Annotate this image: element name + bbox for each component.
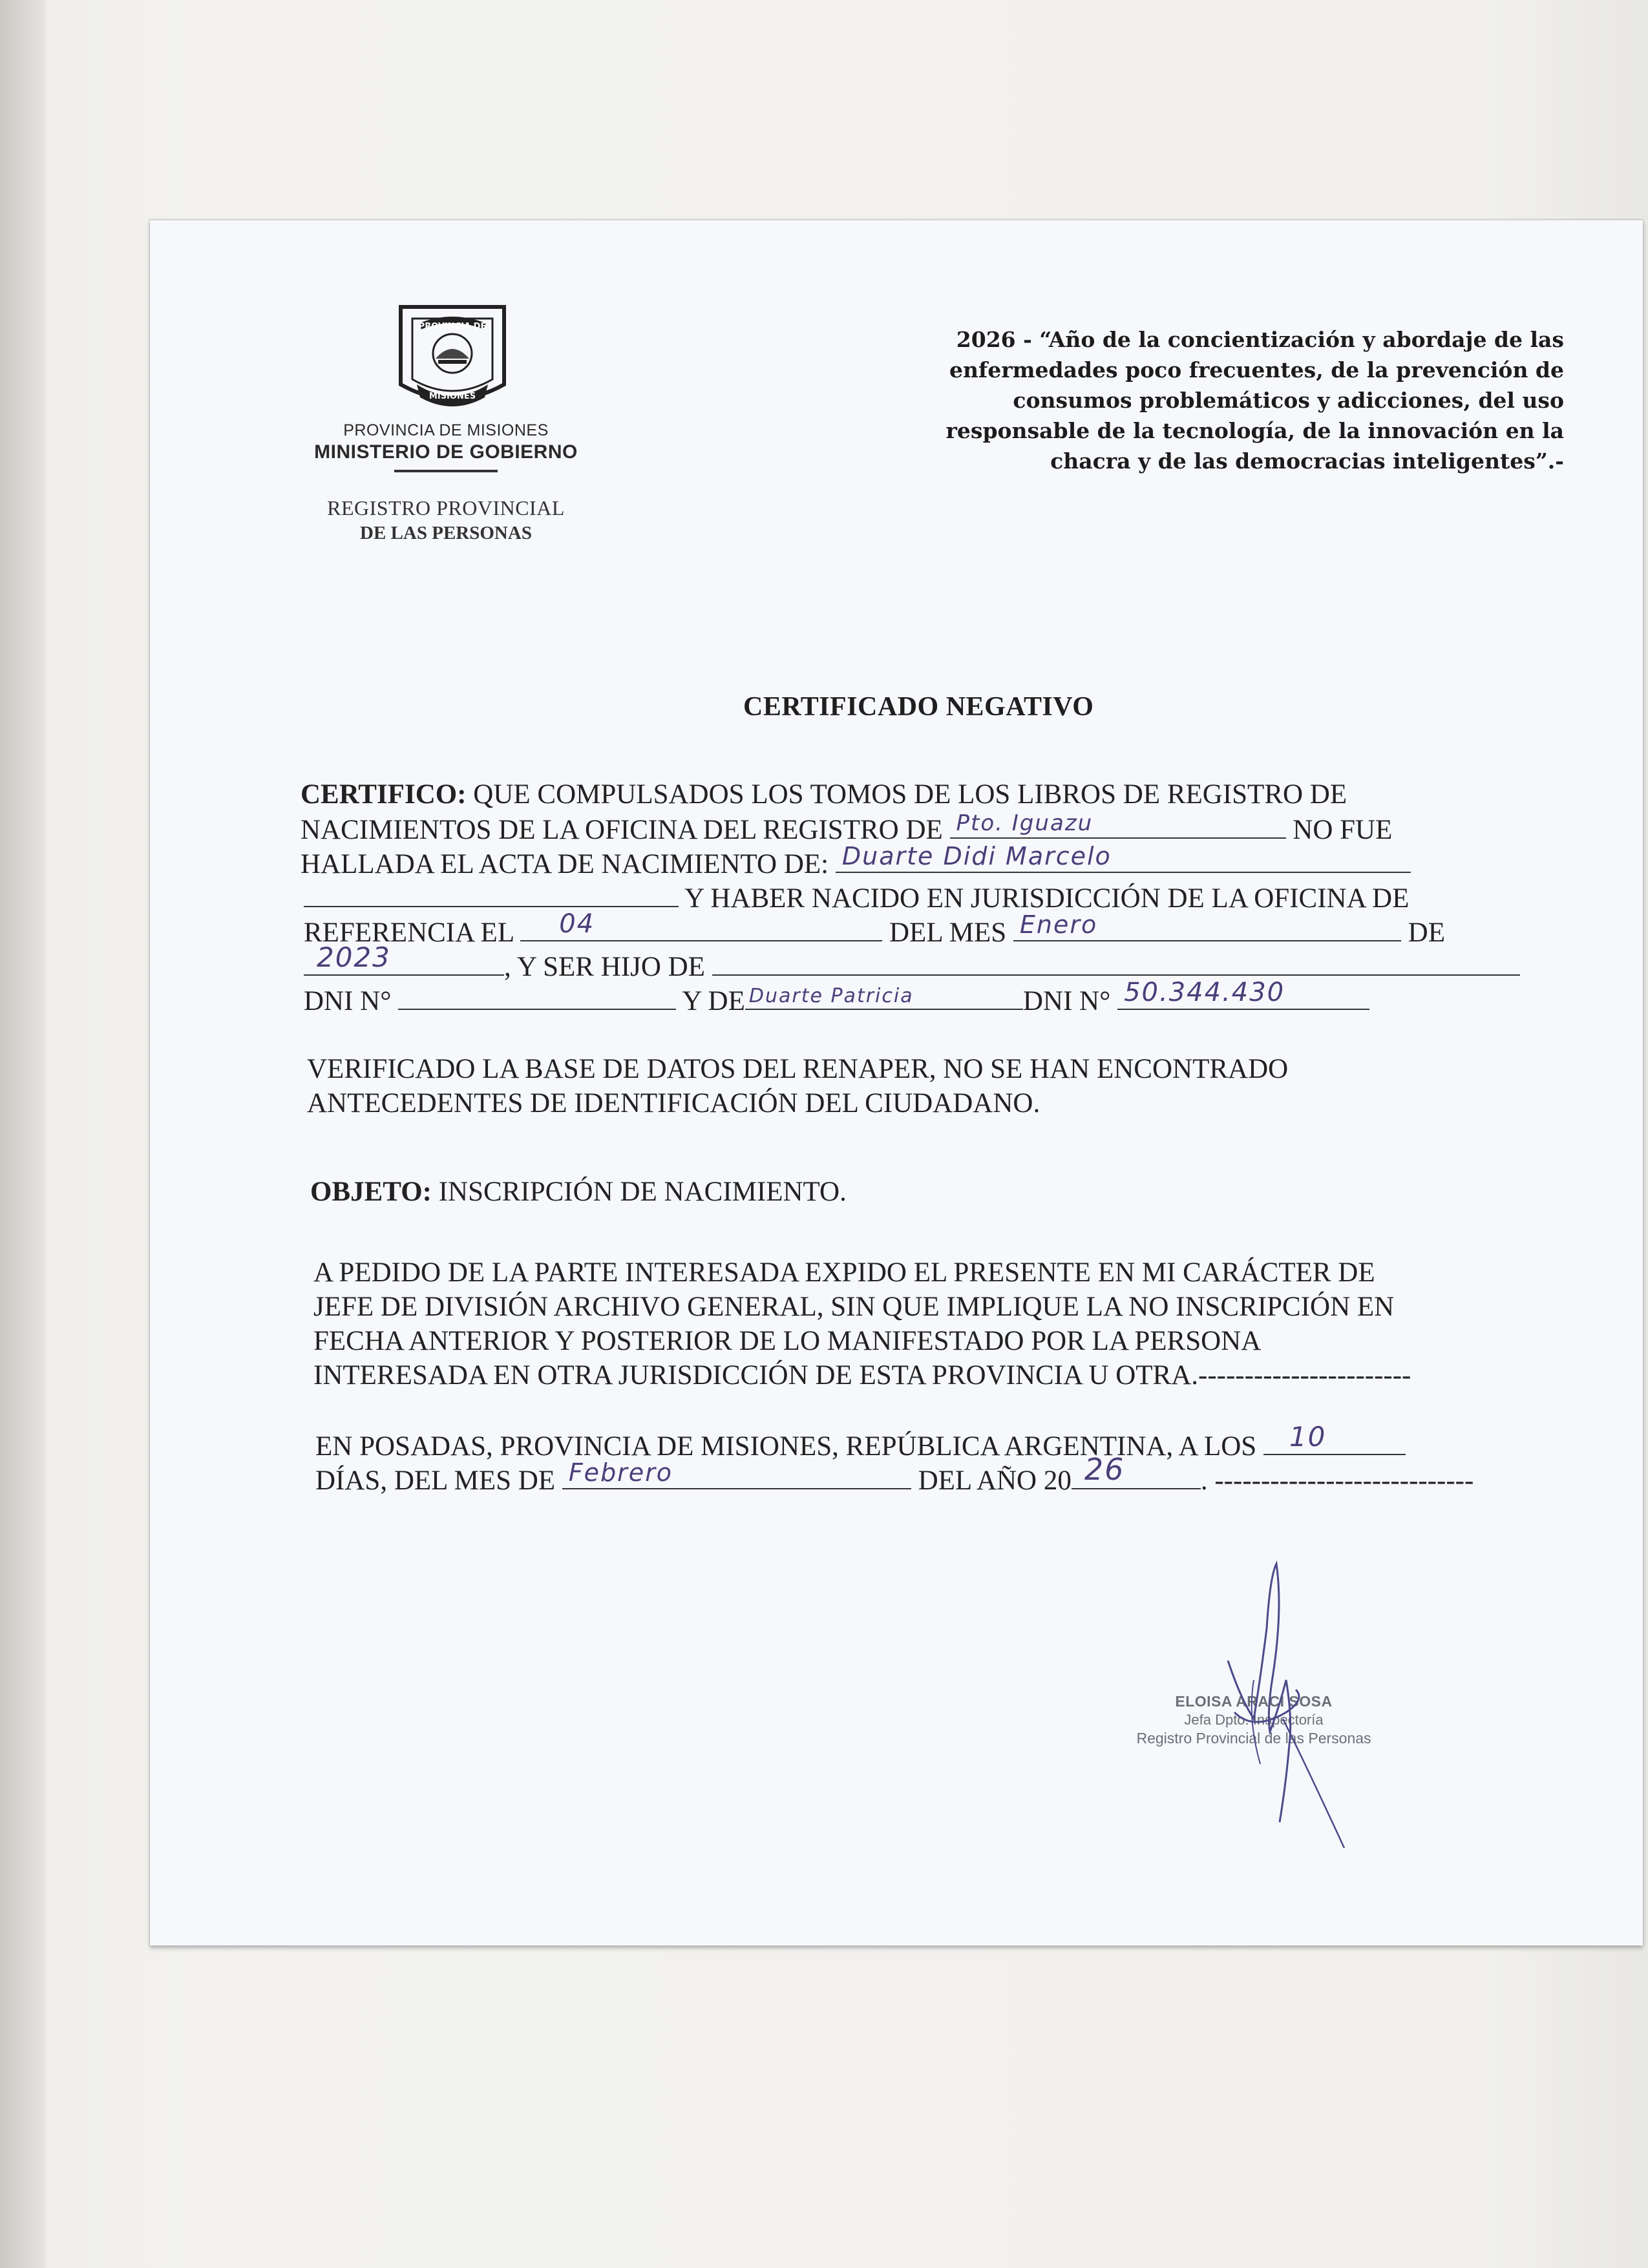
- father-field: [712, 950, 1520, 976]
- header-divider: [394, 470, 498, 472]
- pedido-line2: JEFE DE DIVISIÓN ARCHIVO GENERAL, SIN QUE IMPLIQUE LA NO INSCRIPCIÓN EN: [313, 1292, 1395, 1322]
- mother-field: [745, 984, 1023, 1010]
- pedido-line4: INTERESADA EN OTRA JURISDICCIÓN DE ESTA PROVINCIA U OTRA.-----------------------: [313, 1360, 1411, 1391]
- text-span: EN POSADAS, PROVINCIA DE MISIONES, REPÚBLICA ARGENTINA, A LOS: [315, 1431, 1257, 1462]
- objeto-text: INSCRIPCIÓN DE NACIMIENTO.: [438, 1177, 847, 1207]
- handwritten-day: 04: [559, 909, 595, 939]
- handwritten-issue-month: Febrero: [568, 1458, 673, 1487]
- motto-line: chacra y de las democracias inteligentes”.-: [1050, 448, 1564, 474]
- issue-month-field: [562, 1458, 911, 1489]
- handwritten-issue-year: 26: [1084, 1452, 1125, 1487]
- verificado-line2: ANTECEDENTES DE IDENTIFICACIÓN DEL CIUDADANO.: [307, 1088, 1041, 1118]
- posadas-line1: [315, 1421, 1406, 1462]
- svg-text:PROVINCIA DE: PROVINCIA DE: [418, 322, 487, 331]
- text-span: DNI N°: [1022, 986, 1111, 1016]
- registry-line2: DE LAS PERSONAS: [360, 523, 532, 543]
- text-span: , Y SER HIJO DE: [504, 952, 705, 982]
- pedido-line3: FECHA ANTERIOR Y POSTERIOR DE LO MANIFESTADO POR LA PERSONA: [313, 1326, 1262, 1356]
- pedido-line1: A PEDIDO DE LA PARTE INTERESADA EXPIDO EL PRESENTE EN MI CARÁCTER DE: [313, 1257, 1375, 1288]
- objeto-line: [310, 1176, 847, 1208]
- svg-text:MISIONES: MISIONES: [428, 392, 476, 401]
- handwritten-name: Duarte Didi Marcelo: [841, 842, 1112, 870]
- motto-line: responsable de la tecnología, de la innovación en la: [945, 418, 1564, 443]
- text-span: DEL AÑO 20: [918, 1465, 1072, 1496]
- motto-line: consumos problemáticos y adicciones, del uso: [1013, 388, 1564, 413]
- text-span: HALLADA EL ACTA DE NACIMIENTO DE:: [301, 849, 829, 879]
- issue-day-field: [1263, 1421, 1406, 1455]
- certifico-line6: [304, 941, 1520, 983]
- text-span: REFERENCIA EL: [304, 918, 514, 948]
- province-seal-logo: [388, 300, 517, 417]
- stamp-role: Jefa Dpto. Inspectoría: [1184, 1712, 1324, 1728]
- mother-dni-field: [1117, 978, 1369, 1010]
- father-dni-field: [398, 984, 676, 1010]
- certifico-label: CERTIFICO:: [301, 779, 467, 810]
- blank-field: [304, 881, 679, 907]
- year-field: [304, 941, 504, 976]
- text-span: NACIMIENTOS DE LA OFICINA DEL REGISTRO DE: [301, 815, 943, 845]
- registry-line1: REGISTRO PROVINCIAL: [327, 496, 565, 520]
- text-span: . ----------------------------: [1200, 1465, 1474, 1496]
- certifico-line2: [301, 810, 1393, 846]
- handwritten-year: 2023: [317, 941, 391, 973]
- motto-line: enfermedades poco frecuentes, de la prevención de: [949, 357, 1564, 383]
- certifico-line4: [304, 881, 1409, 914]
- office-field: [950, 810, 1286, 839]
- month-field: [1013, 910, 1401, 941]
- certifico-line1: [301, 779, 1347, 810]
- objeto-label: OBJETO:: [310, 1177, 432, 1207]
- certifico-line3: [301, 842, 1411, 880]
- motto-line: 2026 - “Año de la concientización y abordaje de las: [956, 327, 1564, 352]
- ministry-name: MINISTERIO DE GOBIERNO: [314, 441, 578, 463]
- stamp-name: ELOISA ARACI SOSA: [1175, 1693, 1333, 1710]
- text-span: DNI N°: [304, 986, 392, 1016]
- verificado-line1: VERIFICADO LA BASE DE DATOS DEL RENAPER, NO SE HAN ENCONTRADO: [307, 1054, 1289, 1084]
- posadas-line2: [315, 1452, 1474, 1496]
- text-span: NO FUE: [1293, 815, 1393, 845]
- name-field: [836, 842, 1411, 873]
- ministry-header: [259, 421, 633, 472]
- certifico-line5: [304, 909, 1445, 949]
- text-span: DÍAS, DEL MES DE: [315, 1465, 556, 1496]
- certifico-text: QUE COMPULSADOS LOS TOMOS DE LOS LIBROS DE REGISTRO DE: [473, 779, 1347, 810]
- certifico-line7: [304, 978, 1369, 1017]
- handwritten-issue-day: 10: [1289, 1421, 1327, 1453]
- text-span: DEL MES: [889, 918, 1007, 948]
- text-span: Y HABER NACIDO EN JURISDICCIÓN DE LA OFICINA DE: [684, 883, 1410, 914]
- day-field: [520, 909, 882, 941]
- scan-edge: [0, 0, 45, 2268]
- year-motto: [814, 324, 1564, 476]
- text-span: DE: [1408, 918, 1445, 948]
- handwritten-month: Enero: [1019, 910, 1098, 939]
- handwritten-office: Pto. Iguazu: [956, 810, 1093, 836]
- handwritten-mother: Duarte Patricia: [748, 985, 914, 1007]
- document-title: CERTIFICADO NEGATIVO: [743, 692, 1094, 722]
- text-span: Y DE: [682, 986, 745, 1016]
- issue-year-field: [1072, 1452, 1201, 1489]
- handwritten-signature: [1157, 1551, 1383, 1854]
- handwritten-mother-dni: 50.344.430: [1124, 978, 1285, 1007]
- stamp-office: Registro Provincial de las Personas: [1136, 1730, 1371, 1747]
- province-name: PROVINCIA DE MISIONES: [343, 421, 549, 439]
- registry-header: [271, 496, 620, 544]
